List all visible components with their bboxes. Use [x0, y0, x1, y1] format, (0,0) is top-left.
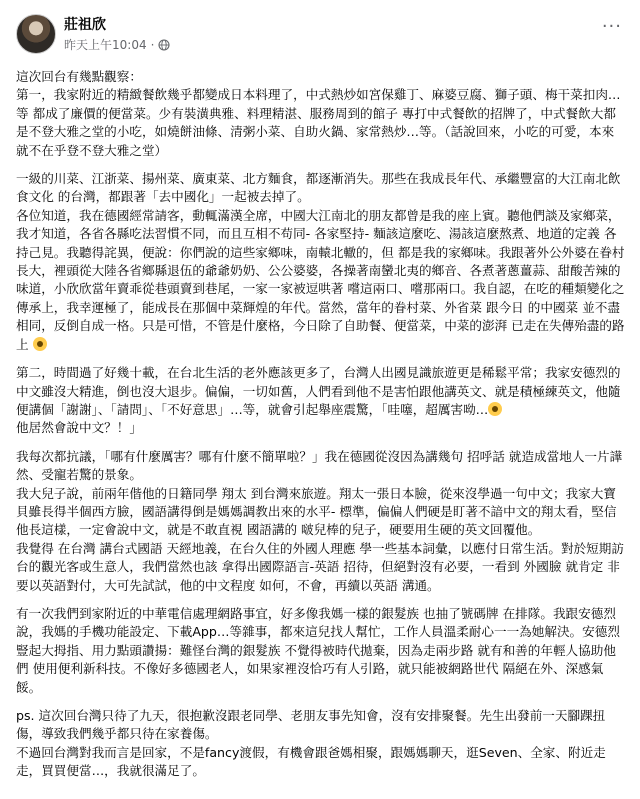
paragraph-text: 這次回台有幾點觀察： 第一，我家附近的精緻餐飲幾乎都變成日本料理了，中式熱炒如宮保雞丁、麻婆豆腐、獅子頭、梅干菜扣肉…等 都成了廉價的便當菜。少有裝潢典雅、料理精湛、服務周到的館子 專打中式餐飲的招牌了，中式餐飲大都是不登大雅之堂的小吃，如燒餅油條、清粥小菜、自助火鍋、家常熱炒…等。（話說回來，小吃的可愛，本來就不在乎登不登大雅之堂） [16, 69, 621, 158]
paragraph-text: 我每次都抗議，「哪有什麼厲害？哪有什麼不簡單啦？」我在德國從沒因為講幾句 招呼話 就造成當地人一片譁然、受寵若驚的景象。 我大兒子說，前兩年偕他的日籍同學 翔太 到台灣來旅遊。翔太一張日本臉，從來沒學過一句中文；我家大寶貝雖長得半個西方臉，國語講得倒是媽媽調教出來的水平- 標準，偏偏人們硬是盯著不諳中文的翔太看，堅信 他長這樣，一定會說中文，就是不敢直視 國語講的 啵兒棒的兒子，硬要用生硬的英文回覆他。 我覺得 在台灣 講台式國語 天經地義，在台久住的外國人理應 學一些基本詞彙，以應付日常生活。對於短期訪台的觀光客或生意人，我們當然也該 拿得出國際語言-英語 招待，但絕對沒有必要，一看到 外國臉 就肯定 非要以英語對付，大可先試試，他的中文程度 如何，不會，再續以英語 溝通。 [16, 448, 624, 593]
paragraph-text-tail: 他居然會說中文？！」 [16, 420, 142, 436]
timestamp[interactable]: 昨天上午10:04 [64, 38, 147, 52]
post-body [16, 68, 626, 791]
surprised-emoji-icon [488, 402, 502, 416]
globe-icon [158, 39, 170, 51]
paragraph-text: 有一次我們到家附近的中華電信處理網路事宜，好多像我媽一樣的銀髮族 也抽了號碼牌 在排隊。我跟安德烈說，我媽的手機功能設定、下載App…等雜事，都來這兒找人幫忙，工作人員溫柔耐心一一為她解決。安德烈 豎起大拇指、用力點頭讚揚：難怪台灣的銀髮族 不覺得被時代拋棄，因為走兩步路 就有和善的年輕人協助他們 使用便利新科技。不像好多德國老人，如果家裡沒恰巧有人引路，就只能被網路世代 隔絕在外、深感氣餒。 [16, 605, 620, 695]
post-meta [64, 36, 170, 53]
paragraph-2 [16, 170, 626, 354]
paragraph-3 [16, 364, 626, 438]
paragraph-4 [16, 448, 626, 595]
paragraph-1 [16, 68, 626, 160]
meta-separator: · [150, 37, 155, 52]
paragraph-text: ps. 這次回台灣只待了九天，很抱歉沒跟老同學、老朋友事先知會，沒有安排聚餐。先生出發前一天腳踝扭傷，導致我們幾乎都只待在家養傷。 不過回台灣對我而言是回家，不是fancy渡假，有機會跟爸媽相聚，跟媽媽聊天，逛Seven、全家、附近走走，買買便當…，我就很滿足了。 [16, 708, 606, 779]
avatar[interactable] [16, 14, 56, 54]
post-header [0, 0, 640, 56]
paragraph-text: 第二，時間過了好幾十載，在台北生活的老外應該更多了，台灣人出國見識旅遊更是稀鬆平常；我家安德烈的中文雖沒大精進，倒也沒大退步。偏偏，一切如舊，人們看到他不是害怕跟他講英文、就是積極練英文，他隨便講個「謝謝」、「請問」、「不好意思」…等，就會引起舉座震驚，「哇噻，超厲害呦… [16, 365, 621, 417]
paragraph-5 [16, 605, 626, 697]
author-name[interactable]: 莊祖欣 [64, 17, 106, 33]
more-options-icon[interactable]: ··· [601, 16, 622, 37]
sad-emoji-icon [33, 337, 47, 351]
paragraph-6 [16, 707, 626, 781]
paragraph-text: 一級的川菜、江浙菜、揚州菜、廣東菜、北方麵食，都逐漸消失。那些在我成長年代、承繼豐富的大江南北飲食文化 的台灣，都跟著「去中國化」一起被去掉了。 各位知道，我在德國經常請客，動輒滿漢全席，中國大江南北的朋友都曾是我的座上賓。聽他們談及家鄉菜，我才知道，各省各縣吃法習慣不同，而且互相不苟同- 各家堅持- 麵該這麼吃、湯該這麼熬煮、地道的定義 各持己見。我聽得詫異，便說：你們說的這些家鄉味，南轅北轍的，但 都是我的家鄉味。我跟著外公外婆在眷村長大，裡頭從大陸各省鄉縣退伍的爺爺奶奶、公公婆婆，各操著南蠻北夷的鄉音、各煮著蔥薑蒜、甜酸苦辣的味道，小欣欣當年賣乖從巷頭賣到巷尾，一家一家被逗哄著 嚐這兩口、嚐那兩口。我自認，在吃的種類變化之傳承上，我幸運極了，能成長在那個中菜輝煌的年代。當然，當年的眷村菜、外省菜 跟今日 的中國菜 並不盡相同，反倒自成一格。只是可惜，不管是什麼格，今日除了自助餐、便當菜，中菜的澎湃 已走在失傳殆盡的路上 [16, 171, 625, 352]
